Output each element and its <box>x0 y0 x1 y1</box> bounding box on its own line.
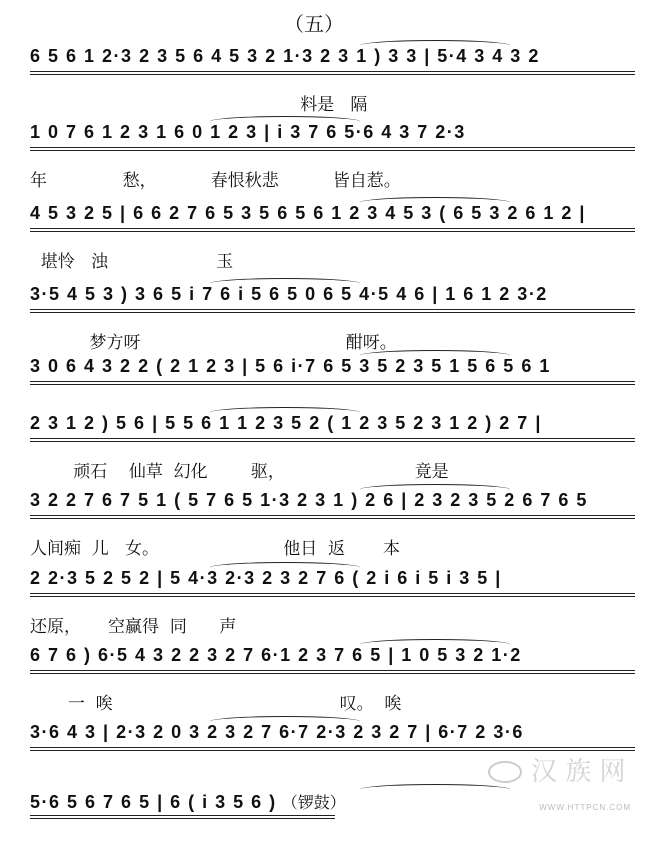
beam-line <box>30 593 635 594</box>
beam-line <box>30 438 635 439</box>
score-line <box>30 46 635 124</box>
beam-line <box>30 381 635 382</box>
beam-line <box>30 596 635 597</box>
slur-mark <box>210 407 360 418</box>
beam-line <box>30 518 635 519</box>
score-line <box>30 645 635 723</box>
page-title: （五） <box>284 12 344 36</box>
slur-mark <box>210 716 360 727</box>
lyrics-text: 年 愁， 春恨秋悲 皆自惹。 <box>30 171 401 191</box>
lyrics-text: 顽石 仙草 幻化 驱， 竟是 <box>30 462 449 482</box>
slur-mark <box>210 562 360 573</box>
slur-mark <box>210 278 360 289</box>
notation-text: 3·6 4 3 | 2·3 2 0 3 2 3 2 7 6·7 2·3 2 3 2 7 | 6·7 2 3·6 <box>30 722 524 742</box>
notation-text: 2 3 1 2 ) 5 6 | 5 5 6 1 1 2 3 5 2 ( 1 2 3 5 2 3 1 2 ) 2 7 | <box>30 413 542 433</box>
score-line <box>30 568 635 646</box>
slur-mark <box>360 639 510 650</box>
beam-line <box>30 147 635 148</box>
slur-mark <box>360 484 510 495</box>
notation-text: 6 5 6 1 2·3 2 3 5 6 4 5 3 2 1·3 2 3 1 ) 3 3 | 5·4 3 4 3 2 <box>30 46 540 66</box>
beam-line <box>30 74 635 75</box>
score-line <box>30 790 635 868</box>
notation-text: 2 2·3 5 2 5 2 | 5 4·3 2·3 2 3 2 7 6 ( 2 i 6 i 5 i 3 5 | <box>30 568 502 588</box>
score-line <box>30 284 635 362</box>
lyrics-text: 梦方呀 酣呀。 <box>30 333 397 353</box>
beam-line <box>30 71 635 72</box>
beam-line <box>30 441 635 442</box>
percussion-note: （锣鼓） <box>276 793 346 812</box>
slur-mark <box>360 40 510 51</box>
beam-line <box>30 228 635 229</box>
beam-line <box>30 309 635 310</box>
beam-line <box>30 747 635 748</box>
slur-mark <box>360 197 510 208</box>
notation-text: 5·6 5 6 7 6 5 | 6 ( i 3 5 6 ) （锣鼓） <box>30 792 346 812</box>
notation-text: 3 0 6 4 3 2 2 ( 2 1 2 3 | 5 6 i·7 6 5 3 5 2 3 5 1 5 6 5 6 1 <box>30 356 551 376</box>
slur-mark <box>360 350 510 361</box>
notation-text: 1 0 7 6 1 2 3 1 6 0 1 2 3 | i 3 7 6 5·6 4 3 7 2·3 <box>30 122 466 142</box>
beam-line <box>30 815 335 816</box>
notation-text: 3·5 4 5 3 ) 3 6 5 i 7 6 i 5 6 5 0 6 5 4·5 4 6 | 1 6 1 2 3·2 <box>30 284 548 304</box>
beam-line <box>30 312 635 313</box>
score-line <box>30 490 635 568</box>
beam-line <box>30 384 635 385</box>
beam-line <box>30 150 635 151</box>
notation-text: 6 7 6 ) 6·5 4 3 2 2 3 2 7 6·1 2 3 7 6 5 | 1 0 5 3 2 1·2 <box>30 645 522 665</box>
beam-line <box>30 515 635 516</box>
watermark-logo <box>483 750 633 794</box>
score-line <box>30 203 635 281</box>
score-line <box>30 413 635 491</box>
slur-mark <box>210 116 360 127</box>
svg-text:汉 族 网: 汉 族 网 <box>531 757 626 787</box>
lyrics-text: 料是 隔 <box>30 95 368 115</box>
lyrics-text: 一 唉 叹。 唉 <box>30 694 402 714</box>
lyrics-text: 堪怜 浊 玉 <box>30 252 234 272</box>
lyrics-text: 人间痴 儿 女。 他日 返 本 <box>30 539 400 559</box>
notation-text: 4 5 3 2 5 | 6 6 2 7 6 5 3 5 6 5 6 1 2 3 4 5 3 ( 6 5 3 2 6 1 2 | <box>30 203 586 223</box>
beam-line <box>30 231 635 232</box>
lyrics-text: 还原， 空赢得 同 声 <box>30 617 237 637</box>
score-line <box>30 122 635 200</box>
beam-line <box>30 673 635 674</box>
notation-text: 3 2 2 7 6 7 5 1 ( 5 7 6 5 1·3 2 3 1 ) 2 6 | 2 3 2 3 5 2 6 7 6 5 <box>30 490 588 510</box>
beam-line <box>30 670 635 671</box>
beam-line <box>30 818 335 819</box>
watermark-url: WWW.HTTPCN.COM <box>539 803 631 812</box>
